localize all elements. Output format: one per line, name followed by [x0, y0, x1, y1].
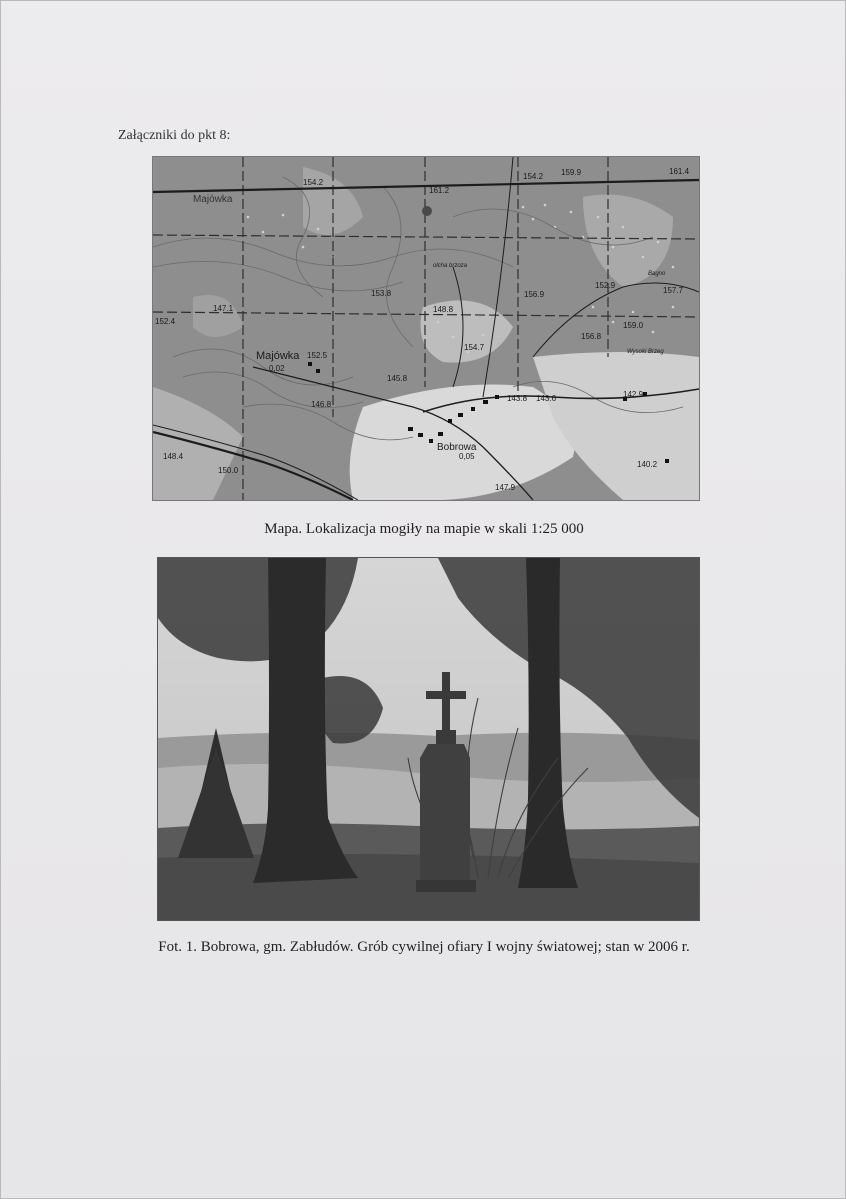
svg-text:156.8: 156.8 [581, 332, 602, 341]
svg-text:154.2: 154.2 [303, 178, 324, 187]
svg-text:143.8: 143.8 [507, 394, 528, 403]
svg-text:Wysoki Brzeg: Wysoki Brzeg [627, 349, 664, 355]
svg-text:140.2: 140.2 [637, 460, 658, 469]
svg-text:146.8: 146.8 [311, 400, 332, 409]
photo-graphic [158, 558, 699, 920]
svg-text:Bagno: Bagno [648, 271, 666, 277]
svg-text:154.2: 154.2 [523, 172, 544, 181]
svg-text:161.2: 161.2 [429, 186, 450, 195]
attachments-heading: Załączniki do pkt 8: [118, 128, 231, 143]
svg-text:152.9: 152.9 [595, 281, 616, 290]
svg-text:161.4: 161.4 [669, 167, 690, 176]
svg-text:152.4: 152.4 [155, 317, 176, 326]
svg-text:153.8: 153.8 [371, 289, 392, 298]
topographic-map [152, 156, 700, 501]
svg-text:154.7: 154.7 [464, 343, 485, 352]
svg-text:147.1: 147.1 [213, 304, 234, 313]
svg-text:148.4: 148.4 [163, 452, 184, 461]
grave-location-marker [422, 206, 432, 216]
svg-text:148.8: 148.8 [433, 305, 454, 314]
svg-text:150.0: 150.0 [218, 466, 239, 475]
map-graphic [153, 157, 699, 500]
grave-photo [157, 557, 700, 921]
svg-text:159.9: 159.9 [561, 168, 582, 177]
svg-text:142.9: 142.9 [623, 390, 644, 399]
svg-text:147.9: 147.9 [495, 483, 516, 492]
svg-text:Majówka: Majówka [193, 194, 233, 205]
svg-text:152.5: 152.5 [307, 351, 328, 360]
map-caption: Mapa. Lokalizacja mogiły na mapie w skali 1:25 000 [264, 521, 584, 537]
svg-text:olcha brzoza: olcha brzoza [433, 263, 468, 269]
svg-text:Majówka: Majówka [256, 350, 300, 362]
svg-text:Bobrowa: Bobrowa [437, 442, 477, 453]
svg-text:0,05: 0,05 [459, 452, 475, 461]
svg-text:0,02: 0,02 [269, 364, 285, 373]
svg-text:157.7: 157.7 [663, 286, 684, 295]
photo-caption: Fot. 1. Bobrowa, gm. Zabłudów. Grób cywilnej ofiary I wojny światowej; stan w 2006 r. [158, 939, 690, 955]
svg-text:156.9: 156.9 [524, 290, 545, 299]
svg-text:145.8: 145.8 [387, 374, 408, 383]
svg-text:159.0: 159.0 [623, 321, 644, 330]
svg-text:143.6: 143.6 [536, 394, 557, 403]
